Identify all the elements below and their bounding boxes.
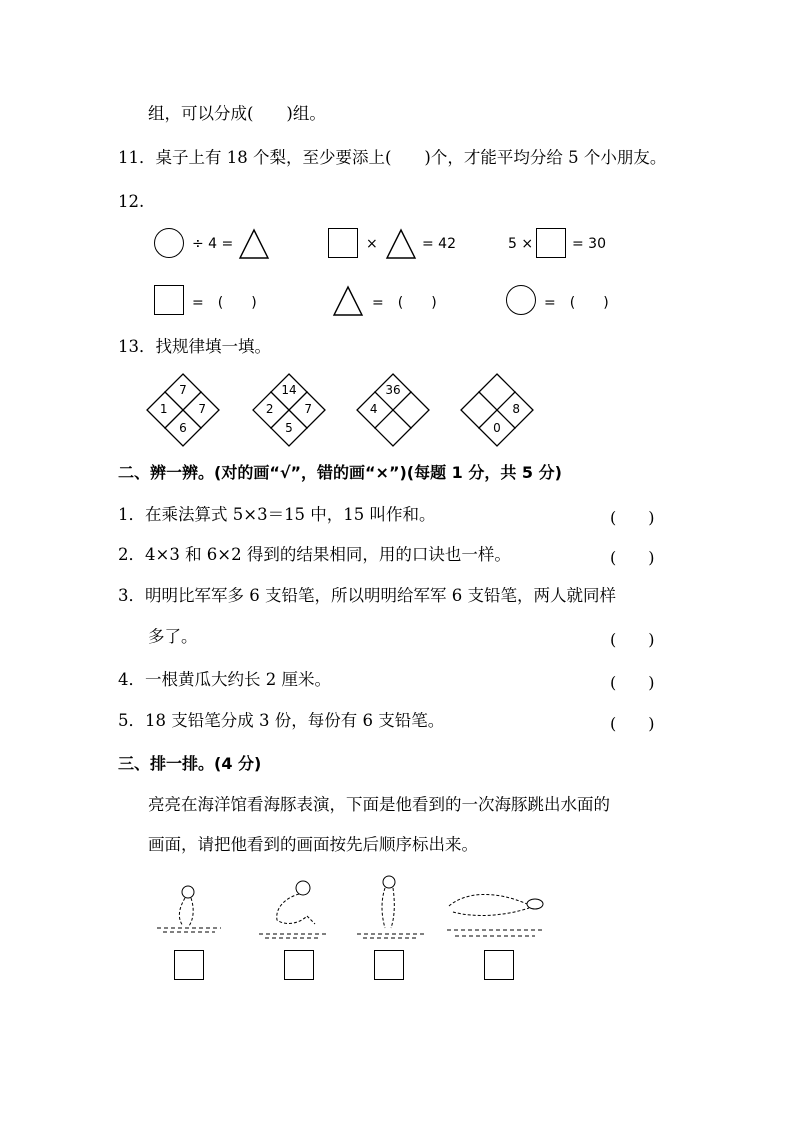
triangle-shape bbox=[238, 228, 270, 260]
diamond-right-number: 7 bbox=[304, 402, 313, 416]
q12-label: 12. bbox=[118, 192, 145, 211]
q10-continuation: 组，可以分成( )组。 bbox=[148, 104, 326, 123]
judge-item-1: 1．在乘法算式 5×3＝15 中，15 叫作和。 bbox=[118, 505, 436, 524]
circle-shape bbox=[506, 285, 536, 315]
section3-para-2: 画面，请把他看到的画面按先后顺序标出来。 bbox=[148, 835, 478, 854]
dolphin-picture-1 bbox=[155, 880, 225, 942]
diamond-left-number: 1 bbox=[159, 402, 168, 416]
judge-answer-5[interactable]: ( ) bbox=[610, 714, 655, 733]
judge-answer-1[interactable]: ( ) bbox=[610, 508, 655, 527]
diamond-2 bbox=[252, 373, 326, 447]
order-box-2[interactable] bbox=[284, 950, 314, 980]
diamond-top-number: 36 bbox=[385, 382, 401, 397]
q12-eq42: = 42 bbox=[422, 236, 456, 252]
q12-five-times: 5 × bbox=[508, 236, 534, 252]
diamond-top-number: 14 bbox=[281, 382, 297, 397]
order-box-3[interactable] bbox=[374, 950, 404, 980]
diamond-bottom-number: 5 bbox=[285, 421, 293, 436]
triangle-shape bbox=[385, 228, 417, 260]
judge-item-4: 4．一根黄瓜大约长 2 厘米。 bbox=[118, 670, 331, 689]
judge-answer-3[interactable]: ( ) bbox=[610, 630, 655, 649]
q13-label: 13．找规律填一填。 bbox=[118, 337, 271, 356]
section2-title: 二、辨一辨。(对的画“√”，错的画“×”)(每题 1 分，共 5 分) bbox=[118, 463, 562, 482]
circle-shape bbox=[154, 228, 184, 258]
judge-item-3: 3．明明比军军多 6 支铅笔，所以明明给军军 6 支铅笔，两人就同样 bbox=[118, 586, 616, 605]
q12-triangle-answer: = ( ) bbox=[372, 295, 437, 311]
dolphin-picture-2 bbox=[255, 878, 333, 942]
judge-answer-4[interactable]: ( ) bbox=[610, 673, 655, 692]
diamond-left-number: 4 bbox=[369, 402, 378, 416]
judge-item-3-cont: 多了。 bbox=[148, 627, 198, 646]
square-shape bbox=[536, 228, 566, 258]
section3-para-1: 亮亮在海洋馆看海豚表演，下面是他看到的一次海豚跳出水面的 bbox=[148, 795, 610, 814]
diamond-left-number: 2 bbox=[265, 402, 274, 416]
diamond-4 bbox=[460, 373, 534, 447]
dolphin-picture-3 bbox=[355, 874, 427, 942]
diamond-1 bbox=[146, 373, 220, 447]
square-shape bbox=[154, 285, 184, 315]
order-box-4[interactable] bbox=[484, 950, 514, 980]
diamond-3 bbox=[356, 373, 430, 447]
q12-times-op: × bbox=[366, 236, 378, 252]
judge-item-5: 5．18 支铅笔分成 3 份，每份有 6 支铅笔。 bbox=[118, 711, 445, 730]
diamond-right-number: 7 bbox=[198, 402, 207, 416]
section3-title: 三、排一排。(4 分) bbox=[118, 754, 262, 773]
dolphin-picture-4 bbox=[445, 882, 549, 942]
diamond-top-number: 7 bbox=[179, 382, 187, 397]
q11-text: 11．桌子上有 18 个梨，至少要添上( )个，才能平均分给 5 个小朋友。 bbox=[118, 148, 667, 167]
q12-square-answer: = ( ) bbox=[192, 295, 257, 311]
q12-eq30: = 30 bbox=[572, 236, 606, 252]
q12-div-op: ÷ 4 = bbox=[192, 236, 234, 252]
q12-circle-answer: = ( ) bbox=[544, 295, 609, 311]
judge-answer-2[interactable]: ( ) bbox=[610, 548, 655, 567]
diamond-right-number: 8 bbox=[512, 402, 521, 416]
order-box-1[interactable] bbox=[174, 950, 204, 980]
diamond-bottom-number: 6 bbox=[179, 421, 187, 436]
diamond-bottom-number: 0 bbox=[493, 421, 501, 436]
judge-item-2: 2．4×3 和 6×2 得到的结果相同，用的口诀也一样。 bbox=[118, 545, 511, 564]
square-shape bbox=[328, 228, 358, 258]
triangle-shape bbox=[332, 285, 364, 317]
